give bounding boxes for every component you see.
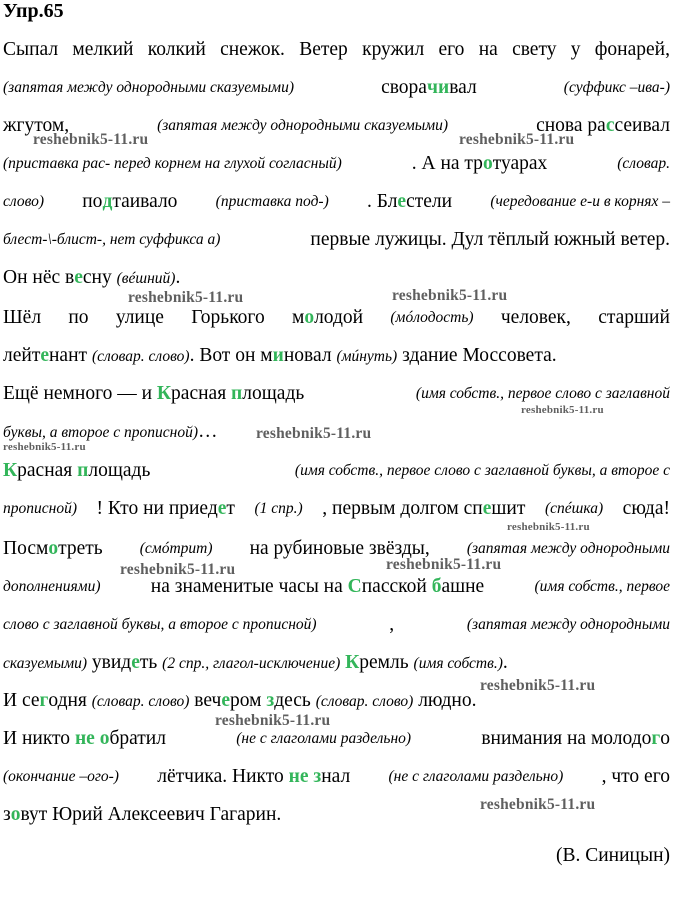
watermark: reshebnik5-11.ru [386,556,502,573]
text-line: (приставка рас- перед корнем на глухой согласный) . А на тротуарах (словар. [3,153,670,174]
watermark: reshebnik5-11.ru [33,131,149,148]
text-line: слово с заглавной буквы, а второе с прописной) , (запятая между однородными [3,614,670,635]
watermark: reshebnik5-11.ru [521,404,604,416]
text-line: блест-\-блист-, нет суффикса а) первые лужицы. Дул тёплый южный ветер. [3,229,670,250]
text-line: буквы, а второе с прописной)… [3,421,218,442]
text-line: Он нёс весну (вéшний). [3,267,181,288]
text-line: слово) подтаивало (приставка под-) . Блестели (чередование е-и в корнях – [3,191,670,212]
watermark: reshebnik5-11.ru [459,131,575,148]
watermark: reshebnik5-11.ru [3,441,86,453]
text-line: дополнениями) на знаменитые часы на Спасской башне (имя собств., первое [3,576,670,597]
text-line: жгутом, (запятая между однородными сказуемыми) снова рассеивал [3,115,670,136]
watermark: reshebnik5-11.ru [256,425,372,442]
exercise-title: Упр.65 [3,0,64,22]
text-line: Шёл по улице Горького молодой (мóлодость) человек, старший [3,307,670,328]
watermark: reshebnik5-11.ru [392,287,508,304]
author-attribution: (В. Синицын) [555,845,670,866]
text-line: Посмотреть (смóтрит) на рубиновые звёзды, (запятая между однородными [3,538,670,559]
watermark: reshebnik5-11.ru [215,712,331,729]
text-line: Красная площадь (имя собств., первое слово с заглавной буквы, а второе с [3,460,670,481]
text-line: Сыпал мелкий колкий снежок. Ветер кружил его на свету у фонарей, [3,39,670,60]
text-line: И никто не обратил (не с глаголами раздельно) внимания на молодого [3,728,670,749]
text-line: Ещё немного — и Красная площадь (имя собств., первое слово с заглавной [3,383,670,404]
watermark: reshebnik5-11.ru [480,677,596,694]
text-line: (окончание –ого-) лётчика. Никто не знал (не с глаголами раздельно) , что его [3,766,670,787]
text-line: зовут Юрий Алексеевич Гагарин. [3,804,282,825]
watermark: reshebnik5-11.ru [507,521,590,533]
text-line: прописной) ! Кто ни приедет (1 спр.) , первым долгом спешит (спéшка) сюда! [3,498,670,519]
watermark: reshebnik5-11.ru [120,561,236,578]
text-line: лейтенант (словар. слово). Вот он миновал (мúнуть) здание Моссовета. [3,345,557,366]
watermark: reshebnik5-11.ru [128,289,244,306]
watermark: reshebnik5-11.ru [480,796,596,813]
text-line: И сегодня (словар. слово) вечером здесь (словар. слово) людно. [3,690,477,711]
text-line: сказуемыми) увидеть (2 спр., глагол-исключение) Кремль (имя собств.). [3,652,508,673]
text-line: (запятая между однородными сказуемыми) сворачивал (суффикс –ива-) [3,77,670,98]
